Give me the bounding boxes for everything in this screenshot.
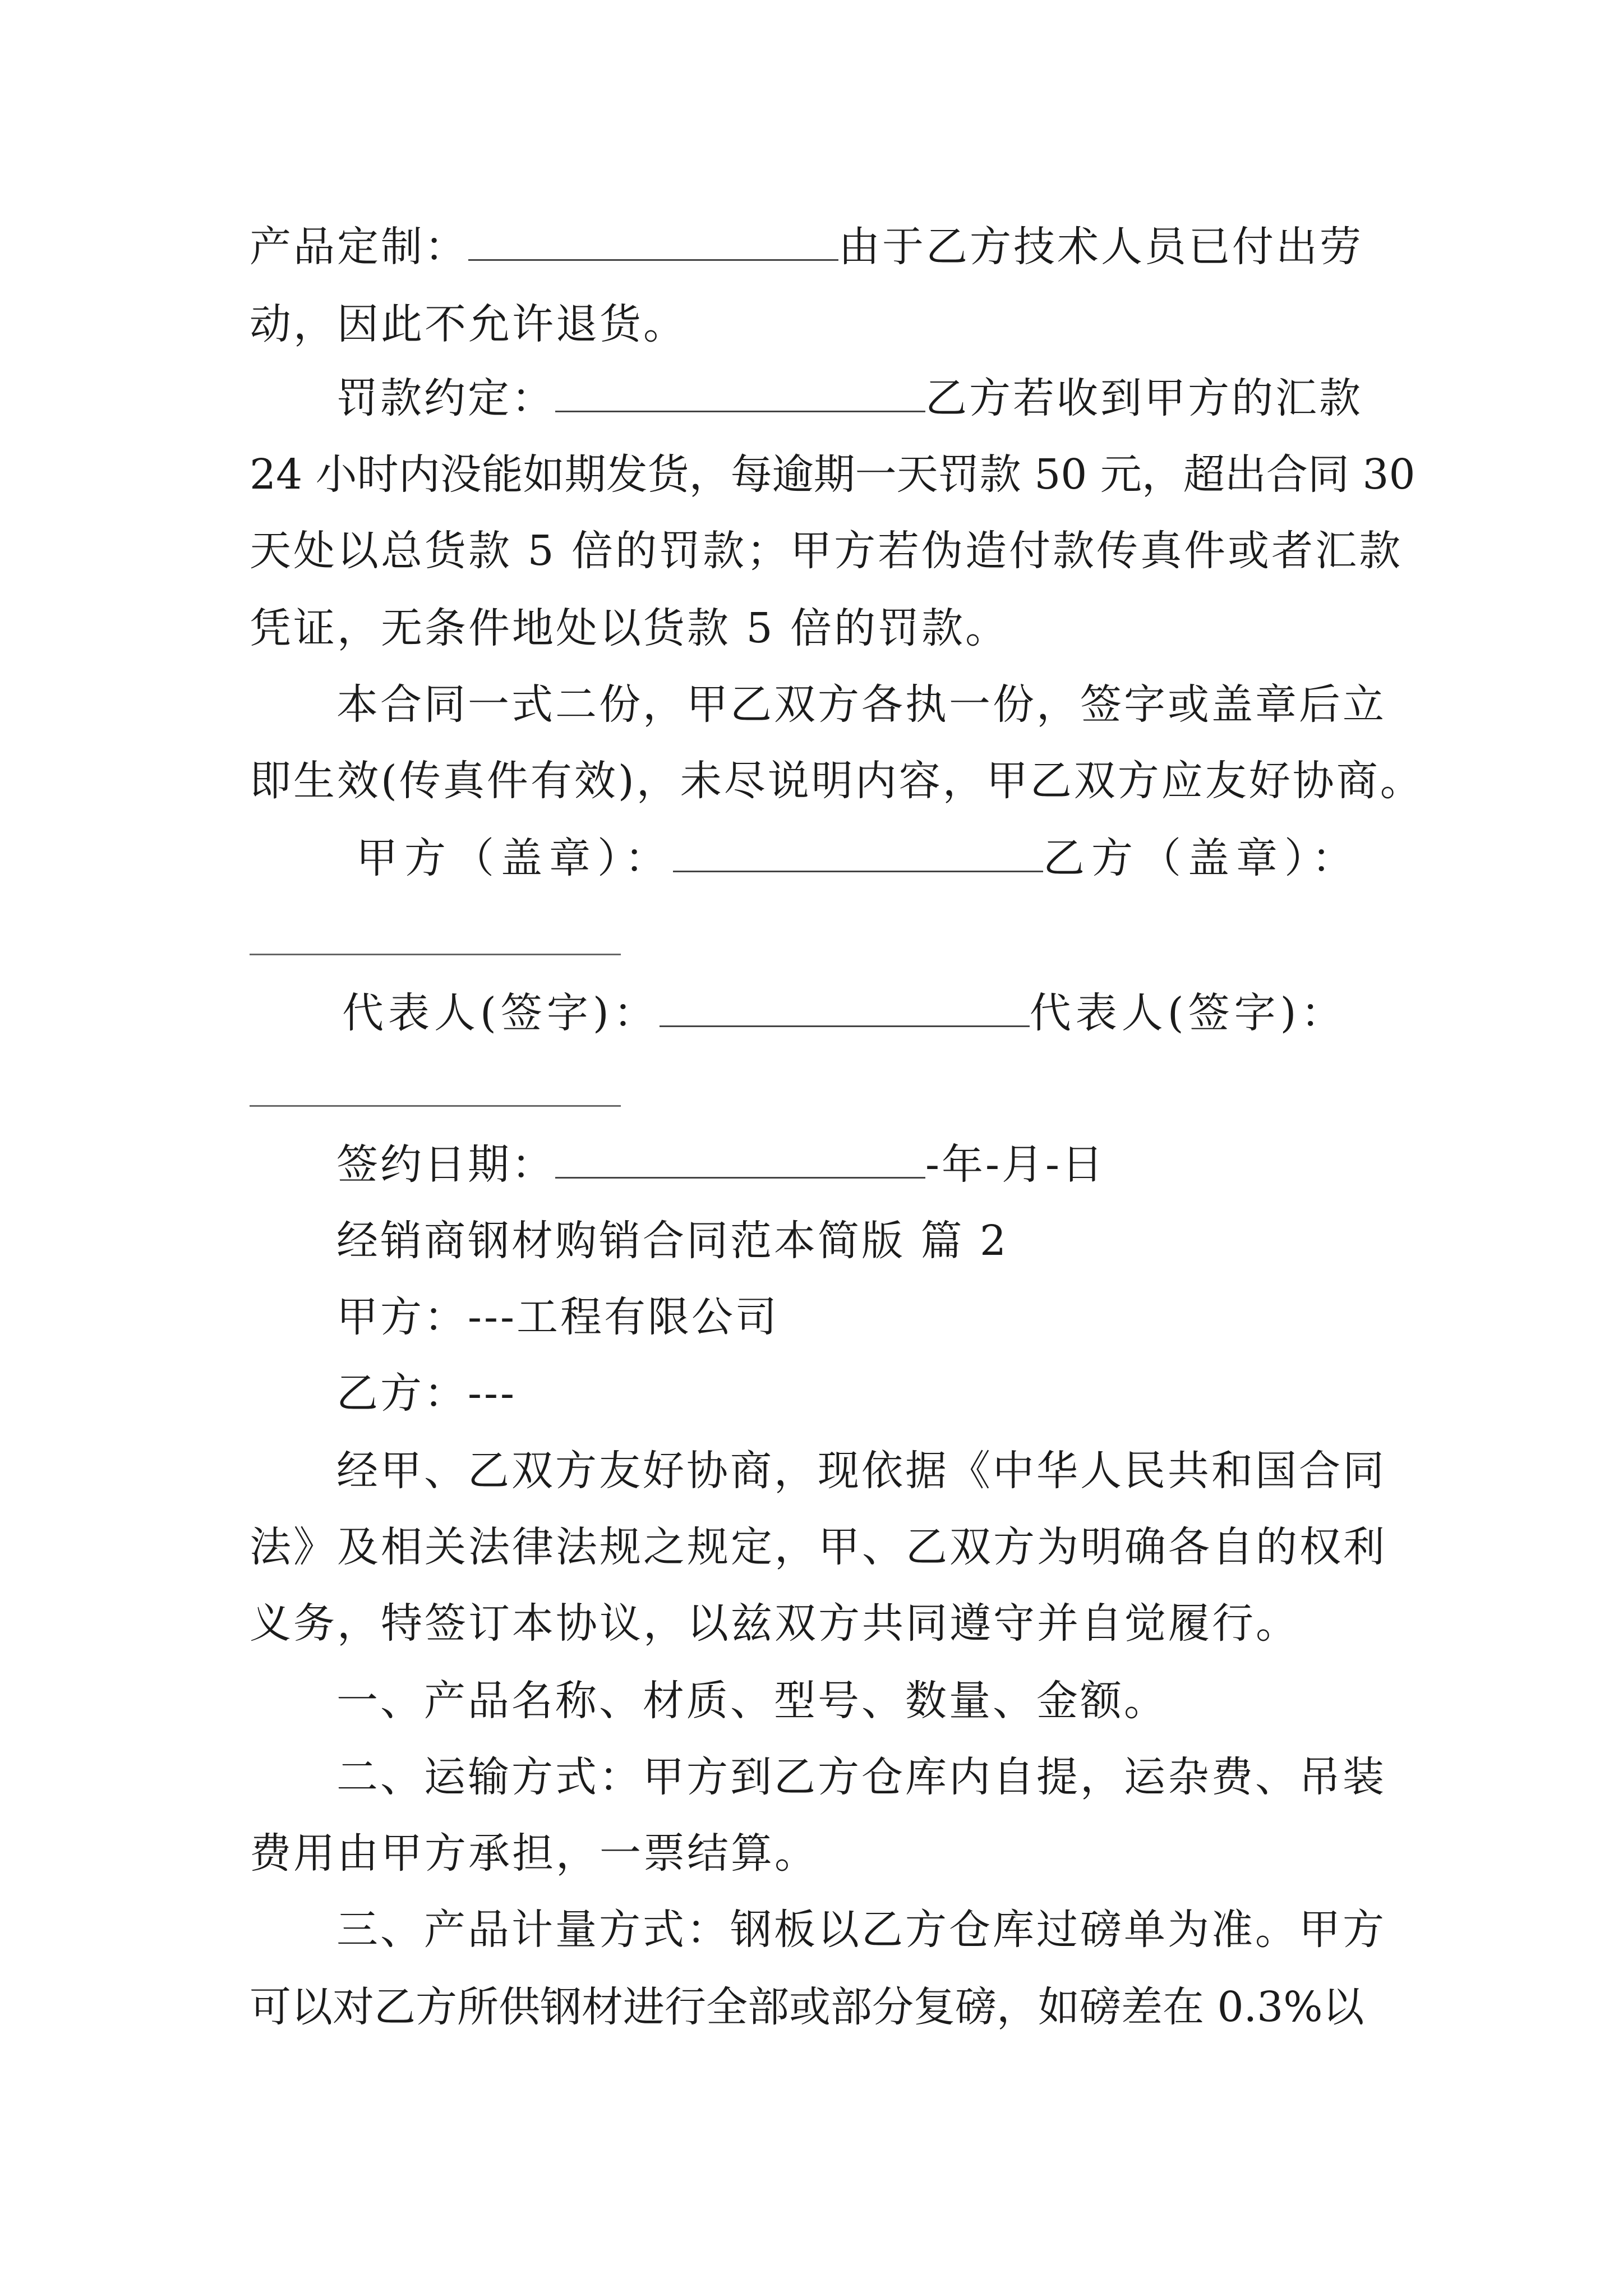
- text-line: 经甲、乙双方友好协商，现依据《中华人民共和国合同: [336, 1447, 1386, 1495]
- text-line: 一、产品名称、材质、型号、数量、金额。: [336, 1677, 1168, 1725]
- text-line: 动，因此不允许退货。: [250, 300, 687, 348]
- party-b-line: 乙方：---: [336, 1369, 517, 1418]
- signature-line-seal: [356, 830, 1360, 886]
- party-a-seal-label: 甲方（盖章）：: [356, 834, 673, 882]
- text-line: 二、运输方式：甲方到乙方仓库内自提，运杂费、吊装: [336, 1753, 1386, 1801]
- section-title: 经销商钢材购销合同范本简版 篇 2: [336, 1217, 1009, 1265]
- signature-line-rep: [342, 985, 1347, 1041]
- party-a-rep-label: 代表人(签字)：: [342, 989, 660, 1037]
- text-line: [250, 219, 1363, 275]
- party-b-rep-label: 代表人(签字)：: [1029, 989, 1347, 1037]
- party-b-seal-blank[interactable]: [250, 954, 621, 955]
- sign-date-label: 签约日期：: [336, 1140, 555, 1189]
- party-a-line: 甲方：---工程有限公司: [336, 1293, 780, 1341]
- text-line: 法》及相关法律法规之规定，甲、乙双方为明确各自的权利: [250, 1523, 1387, 1571]
- party-b-seal-label: 乙方（盖章）：: [1043, 834, 1360, 882]
- text-line: 即生效(传真件有效)，未尽说明内容，甲乙双方应友好协商。: [250, 757, 1424, 805]
- party-a-rep-blank[interactable]: [660, 992, 1030, 1027]
- text-line: [336, 1137, 1105, 1193]
- text-line: 本合同一式二份，甲乙双方各执一份，签字或盖章后立: [336, 680, 1386, 729]
- text-line: 义务，特签订本协议，以兹双方共同遵守并自觉履行。: [250, 1599, 1299, 1648]
- penalty-label: 罚款约定：: [336, 374, 555, 422]
- text-line: 24 小时内没能如期发货，每逾期一天罚款 50 元，超出合同 30: [250, 450, 1415, 499]
- text-line: [336, 370, 1363, 426]
- text-line: 费用由甲方承担，一票结算。: [250, 1829, 818, 1878]
- text-line: 凭证，无条件地处以货款 5 倍的罚款。: [250, 604, 1009, 652]
- party-a-seal-blank[interactable]: [673, 837, 1043, 872]
- product-custom-text: 由于乙方技术人员已付出劳: [838, 223, 1363, 271]
- product-custom-label: 产品定制：: [250, 223, 468, 271]
- sign-date-format: -年-月-日: [925, 1140, 1106, 1189]
- penalty-text: 乙方若收到甲方的汇款: [925, 374, 1363, 422]
- sign-date-blank[interactable]: [555, 1143, 925, 1179]
- party-b-rep-blank[interactable]: [250, 1105, 621, 1107]
- text-line: 三、产品计量方式：钢板以乙方仓库过磅单为准。甲方: [336, 1906, 1386, 1954]
- text-line: 可以对乙方所供钢材进行全部或部分复磅，如磅差在 0.3%以: [250, 1983, 1364, 2031]
- text-line: 天处以总货款 5 倍的罚款；甲方若伪造付款传真件或者汇款: [250, 527, 1403, 575]
- fill-in-blank[interactable]: [468, 226, 838, 261]
- fill-in-blank[interactable]: [555, 377, 925, 412]
